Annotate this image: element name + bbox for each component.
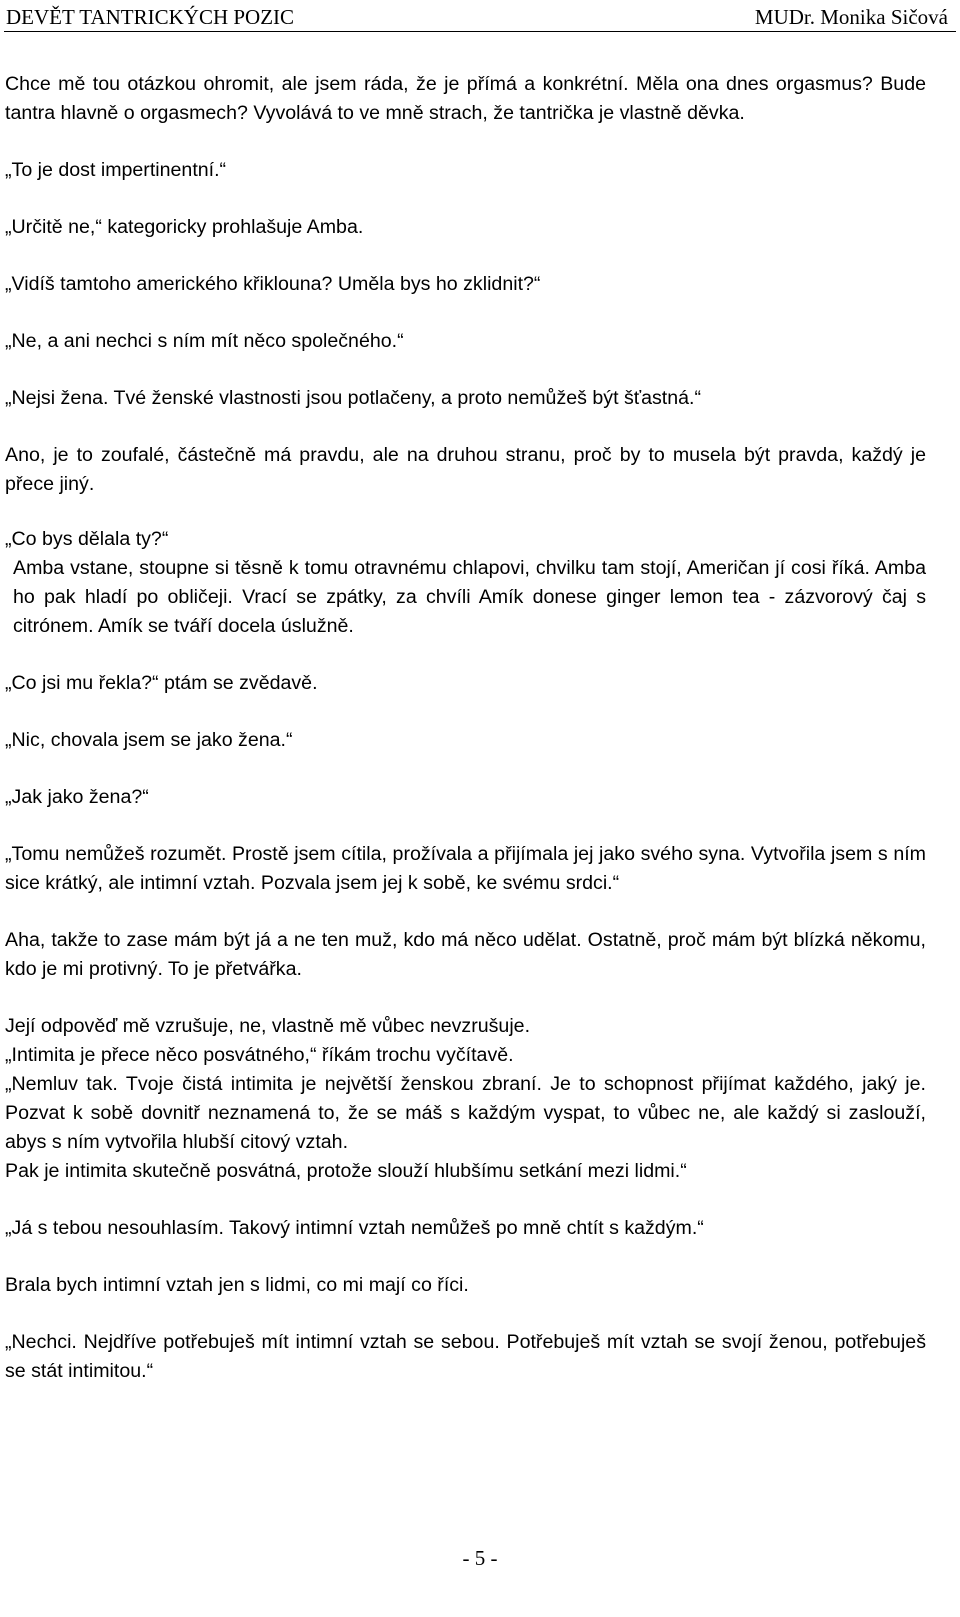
- running-header: [4, 3, 956, 32]
- paragraph: „Jak jako žena?“: [5, 786, 149, 808]
- paragraph: „Nejsi žena. Tvé ženské vlastnosti jsou potlačeny, a proto nemůžeš být šťastná.“: [5, 387, 702, 409]
- paragraph: „Intimita je přece něco posvátného,“ říkám trochu vyčítavě.: [5, 1044, 514, 1066]
- paragraph: Chce mě tou otázkou ohromit, ale jsem ráda, že je přímá a konkrétní. Měla ona dnes orgasmus? Bude tantra hlavně o orgasmech? Vyvolává to ve mně strach, že tantrička je vlastně děvka.: [5, 73, 926, 124]
- paragraph: Aha, takže to zase mám být já a ne ten muž, kdo má něco udělat. Ostatně, proč mám být blízká někomu, kdo je mi protivný. To je přetvářka.: [5, 929, 926, 980]
- paragraph: „Tomu nemůžeš rozumět. Prostě jsem cítila, prožívala a přijímala jej jako svého syna. Vytvořila jsem s ním sice krátký, ale intimní vztah. Pozvala jsem jej k sobě, ke svému srdci.“: [5, 843, 926, 894]
- paragraph: Její odpověď mě vzrušuje, ne, vlastně mě vůbec nevzrušuje.: [5, 1015, 531, 1037]
- page-number: - 5 -: [462, 1546, 498, 1570]
- paragraph: „To je dost impertinentní.“: [5, 159, 227, 181]
- paragraph: „Nic, chovala jsem se jako žena.“: [5, 729, 293, 751]
- paragraph: „Co jsi mu řekla?“ ptám se zvědavě.: [5, 672, 318, 694]
- paragraph: „Nemluv tak. Tvoje čistá intimita je největší ženskou zbraní. Je to schopnost přijímat každého, jaký je. Pozvat k sobě dovnitř neznamená to, že se máš s každým vyspat, to vůbec ne, ale každý si zaslouží, abys s ním vytvořila hlubší citový vztah.: [5, 1073, 926, 1153]
- header-author: MUDr. Monika Sičová: [754, 5, 948, 29]
- paragraph: „Co bys dělala ty?“: [5, 528, 169, 550]
- paragraph: „Vidíš tamtoho amerického křiklouna? Uměla bys ho zklidnit?“: [5, 273, 541, 295]
- page-body: [5, 70, 926, 1386]
- paragraph: „Určitě ne,“ kategoricky prohlašuje Amba.: [5, 216, 364, 238]
- paragraph: Pak je intimita skutečně posvátná, protože slouží hlubšímu setkání mezi lidmi.“: [5, 1160, 687, 1182]
- paragraph: „Nechci. Nejdříve potřebuješ mít intimní vztah se sebou. Potřebuješ mít vztah se svojí ženou, potřebuješ se stát intimitou.“: [5, 1331, 926, 1382]
- paragraph: Amba vstane, stoupne si těsně k tomu otravnému chlapovi, chvilku tam stojí, Američan jí cosi říká. Amba ho pak hladí po obličeji. Vrací se zpátky, za chvíli Amík donese ginger lemon tea - zázvorový čaj s citrónem. Amík se tváří docela úslužně.: [13, 557, 926, 637]
- paragraph: „Ne, a ani nechci s ním mít něco společného.“: [5, 330, 404, 352]
- header-title: DEVĚT TANTRICKÝCH POZIC: [6, 5, 295, 29]
- paragraph: Brala bych intimní vztah jen s lidmi, co mi mají co říci.: [5, 1274, 469, 1296]
- paragraph: „Já s tebou nesouhlasím. Takový intimní vztah nemůžeš po mně chtít s každým.“: [5, 1217, 704, 1239]
- paragraph: Ano, je to zoufalé, částečně má pravdu, ale na druhou stranu, proč by to musela být pravda, každý je přece jiný.: [5, 444, 926, 495]
